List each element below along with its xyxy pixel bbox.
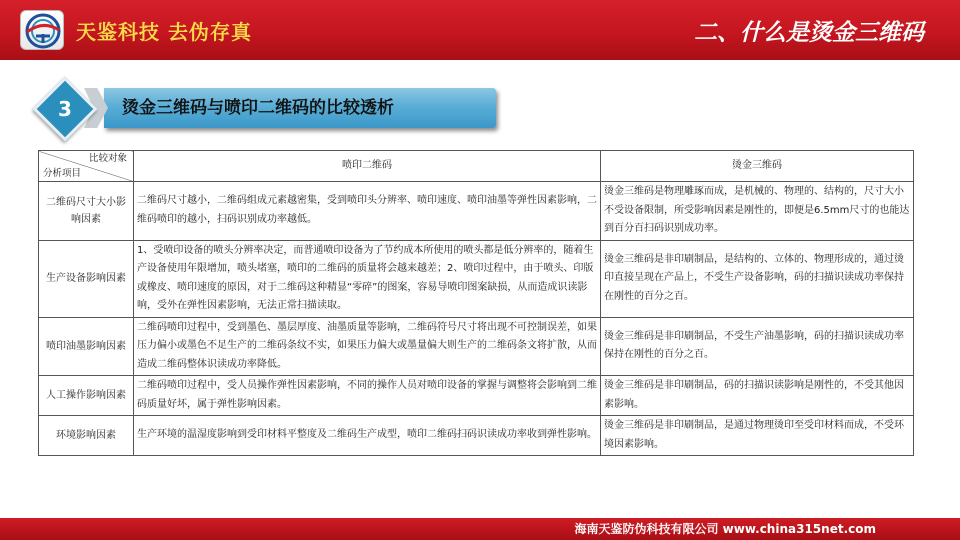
footer-bar [0, 518, 960, 540]
row-label: 环境影响因素 [39, 416, 134, 456]
cell-hot-stamp: 烫金三维码是非印刷制品，是结构的、立体的、物理形成的，通过烫印直接呈现在产品上，不受生产设备影响，码的扫描识读成功率保持在刚性的百分之百。 [601, 240, 914, 317]
table-header-row [39, 151, 914, 182]
number-badge-label: 3 [58, 97, 72, 121]
corner-label-analysis-items: 分析项目 [43, 168, 82, 179]
brand-slogan: 天鉴科技 去伪存真 [76, 20, 252, 44]
cell-hot-stamp: 烫金三维码是非印刷制品，是通过物理烫印至受印材料而成，不受环境因素影响。 [601, 416, 914, 456]
cell-inkjet: 二维码尺寸越小，二维码组成元素越密集，受到喷印头分辨率、喷印速度、喷印油墨等弹性因素影响，二维码喷印的越小，扫码识别成功率越低。 [134, 182, 601, 241]
footer-company-url: 海南天鉴防伪科技有限公司 www.china315net.com [574, 522, 876, 536]
subtitle-bar [104, 88, 496, 128]
cell-inkjet: 1、受喷印设备的喷头分辨率决定，而普通喷印设备为了节约成本所使用的喷头都是低分辨率的，随着生产设备使用年限增加，喷头堵塞，喷印的二维码的质量将会越来越差；2、喷印过程中，由于喷头、印版或橡皮、喷印速度的原因，对于二维码这种精显“零碎”的图案，容易导喷印图案缺损，从而造成识读影响，受外在弹性因素影响，无法正常扫描读取。 [134, 240, 601, 317]
corner-label-compare-objects: 比较对象 [88, 153, 127, 164]
table-row [39, 376, 914, 416]
company-logo [20, 10, 64, 50]
row-label: 人工操作影响因素 [39, 376, 134, 416]
logo-emblem-icon [24, 12, 62, 50]
subtitle-text: 烫金三维码与喷印二维码的比较透析 [122, 98, 394, 118]
section-title: 二、什么是烫金三维码 [694, 20, 924, 46]
cell-inkjet: 二维码喷印过程中，受人员操作弹性因素影响，不同的操作人员对喷印设备的掌握与调整将会影响到二维码质量好坏，属于弹性影响因素。 [134, 376, 601, 416]
cell-hot-stamp: 烫金三维码是非印刷制品，不受生产油墨影响，码的扫描识读成功率保持在刚性的百分之百。 [601, 317, 914, 376]
cell-hot-stamp: 烫金三维码是物理雕琢而成，是机械的、物理的、结构的，尺寸大小不受设备限制，所受影响因素是刚性的，即便是6.5mm尺寸的也能达到百分百扫码识别成功率。 [601, 182, 914, 241]
row-label: 二维码尺寸大小影响因素 [39, 182, 134, 241]
table-row [39, 317, 914, 376]
header-bar [0, 0, 960, 60]
column-header-hot-stamp-3d: 烫金三维码 [601, 151, 914, 182]
comparison-table [38, 150, 914, 456]
cell-inkjet: 二维码喷印过程中，受到墨色、墨层厚度、油墨质量等影响，二维码符号尺寸将出现不可控制误差，如果压力偏小或墨色不足生产的二维码条纹不实，如果压力偏大或墨量偏大则生产的二维码条文将扩散，从而造成二维码整体识读成功率降低。 [134, 317, 601, 376]
cell-hot-stamp: 烫金三维码是非印刷制品，码的扫描识读影响是刚性的，不受其他因素影响。 [601, 376, 914, 416]
row-label: 生产设备影响因素 [39, 240, 134, 317]
table-corner-cell [39, 151, 134, 182]
table-row [39, 240, 914, 317]
row-label: 喷印油墨影响因素 [39, 317, 134, 376]
table-row [39, 416, 914, 456]
table-row [39, 182, 914, 241]
cell-inkjet: 生产环境的温湿度影响到受印材料平整度及二维码生产成型，喷印二维码扫码识读成功率收到弹性影响。 [134, 416, 601, 456]
column-header-inkjet-qr: 喷印二维码 [134, 151, 601, 182]
